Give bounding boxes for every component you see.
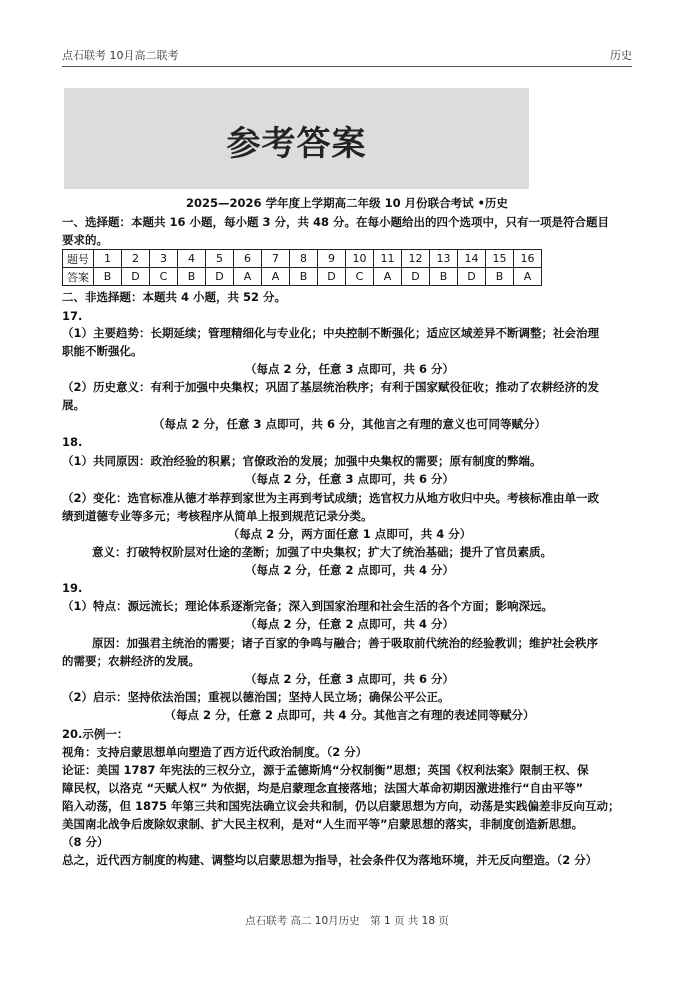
- table-row: [63, 250, 542, 268]
- banner-title: 参考答案: [226, 124, 367, 164]
- table-cell: B: [486, 268, 514, 286]
- q20-argument-line4: 美国南北战争后废除奴隶制、扩大民主权利，是对“人生而平等”启蒙思想的落实，非制度创造新思想。: [62, 817, 584, 831]
- table-cell: 14: [458, 250, 486, 268]
- q17-part2-cont: 展。: [62, 398, 85, 412]
- table-cell: 3: [150, 250, 178, 268]
- answer-banner: [64, 88, 529, 189]
- row-label-number: 题号: [63, 250, 94, 268]
- q18-part2: （2）变化：选官标准从德才举荐到家世为主再到考试成绩；选官权力从地方收归中央。考核标准由单一政: [62, 491, 599, 505]
- table-cell: 2: [122, 250, 150, 268]
- table-cell: 6: [234, 250, 262, 268]
- table-cell: 13: [430, 250, 458, 268]
- q20-argument-score: （8 分）: [62, 835, 109, 849]
- q19-part2: 原因：加强君主统治的需要；诸子百家的争鸣与融合；善于吸取前代统治的经验教训；维护社会秩序: [92, 636, 598, 650]
- table-cell: D: [318, 268, 346, 286]
- table-cell: 1: [94, 250, 122, 268]
- q20-argument-line1: 论证：美国 1787 年宪法的三权分立，源于孟德斯鸠“分权制衡”思想；英国《权利法案》限制王权、保: [62, 763, 589, 777]
- q18-number: 18.: [62, 435, 83, 449]
- q17-part1-cont: 职能不断强化。: [62, 344, 143, 358]
- table-cell: D: [206, 268, 234, 286]
- table-cell: B: [94, 268, 122, 286]
- table-cell: 11: [374, 250, 402, 268]
- q18-part3: 意义：打破特权阶层对仕途的垄断；加强了中央集权；扩大了统治基础；提升了官员素质。: [92, 545, 552, 559]
- q20-argument-line2: 障民权，以洛克 “天赋人权” 为依据，均是启蒙理念直接落地；法国大革命初期因激进推行“自由平等”: [62, 781, 584, 795]
- table-cell: 8: [290, 250, 318, 268]
- section1-heading: 一、选择题：本题共 16 小题，每小题 3 分，共 48 分。在每小题给出的四个选项中，只有一项是符合题目: [62, 215, 610, 229]
- q20-conclusion: 总之，近代西方制度的构建、调整均以启蒙思想为指导，社会条件仅为落地环境，并无反向塑造。（2 分）: [62, 853, 598, 867]
- table-cell: B: [430, 268, 458, 286]
- q18-part1: （1）共同原因：政治经验的积累；官僚政治的发展；加强中央集权的需要；原有制度的弊端。: [62, 454, 542, 468]
- table-cell: A: [234, 268, 262, 286]
- table-cell: A: [514, 268, 542, 286]
- table-cell: D: [122, 268, 150, 286]
- table-row: [63, 268, 542, 286]
- q20-number: 20.示例一：: [62, 727, 129, 741]
- q17-part1: （1）主要趋势：长期延续；管理精细化与专业化；中央控制不断强化；适应区域差异不断调整；社会治理: [62, 326, 599, 340]
- table-cell: 4: [178, 250, 206, 268]
- q18-score3: （每点 2 分，任意 2 点即可，共 4 分）: [244, 563, 455, 577]
- exam-title: 2025—2026 学年度上学期高二年级 10 月份联合考试 •历史: [186, 196, 508, 210]
- table-cell: 5: [206, 250, 234, 268]
- header-left: 点石联考 10月高二联考: [62, 49, 179, 62]
- section2-heading: 二、非选择题：本题共 4 小题，共 52 分。: [62, 290, 287, 304]
- header-divider: [62, 66, 632, 67]
- table-cell: B: [178, 268, 206, 286]
- q18-score2: （每点 2 分，两方面任意 1 点即可，共 4 分）: [227, 527, 472, 541]
- table-cell: 12: [402, 250, 430, 268]
- q19-score1: （每点 2 分，任意 2 点即可，共 4 分）: [244, 617, 455, 631]
- q17-score1: （每点 2 分，任意 3 点即可，共 6 分）: [244, 362, 455, 376]
- table-cell: 7: [262, 250, 290, 268]
- q18-score1: （每点 2 分，任意 3 点即可，共 6 分）: [244, 472, 455, 486]
- page-footer: 点石联考 高二 10月历史 第 1 页 共 18 页: [245, 915, 449, 927]
- answer-table: [62, 249, 542, 286]
- q19-score3: （每点 2 分，任意 2 点即可，共 4 分。其他言之有理的表述同等赋分）: [164, 708, 535, 722]
- table-cell: D: [402, 268, 430, 286]
- q17-part2: （2）历史意义：有利于加强中央集权；巩固了基层统治秩序；有利于国家赋役征收；推动了农耕经济的发: [62, 380, 599, 394]
- table-cell: A: [374, 268, 402, 286]
- q19-part2-cont: 的需要；农耕经济的发展。: [62, 654, 200, 668]
- q18-part2-cont: 绩到道德专业等多元；考核程序从简单上报到规范记录分类。: [62, 509, 373, 523]
- q20-viewpoint: 视角：支持启蒙思想单向塑造了西方近代政治制度。（2 分）: [62, 745, 368, 759]
- table-cell: 10: [346, 250, 374, 268]
- q19-part1: （1）特点：源远流长；理论体系逐渐完备；深入到国家治理和社会生活的各个方面；影响深远。: [62, 599, 553, 613]
- table-cell: 16: [514, 250, 542, 268]
- q19-score2: （每点 2 分，任意 3 点即可，共 6 分）: [244, 672, 455, 686]
- q20-argument-line3: 陷入动荡，但 1875 年第三共和国宪法确立议会共和制，仍以启蒙思想为方向，动荡是实践偏差非反向互动；: [62, 799, 620, 813]
- table-cell: B: [290, 268, 318, 286]
- table-cell: D: [458, 268, 486, 286]
- table-cell: C: [150, 268, 178, 286]
- q19-number: 19.: [62, 581, 83, 595]
- q19-part3: （2）启示：坚持依法治国；重视以德治国；坚持人民立场；确保公平公正。: [62, 690, 450, 704]
- q17-score2: （每点 2 分，任意 3 点即可，共 6 分，其他言之有理的意义也可同等赋分）: [152, 417, 547, 431]
- section1-heading-cont: 要求的。: [62, 233, 108, 247]
- table-cell: A: [262, 268, 290, 286]
- row-label-answer: 答案: [63, 268, 94, 286]
- q17-number: 17.: [62, 309, 83, 323]
- table-cell: 15: [486, 250, 514, 268]
- table-cell: 9: [318, 250, 346, 268]
- header-right: 历史: [610, 49, 632, 62]
- table-cell: C: [346, 268, 374, 286]
